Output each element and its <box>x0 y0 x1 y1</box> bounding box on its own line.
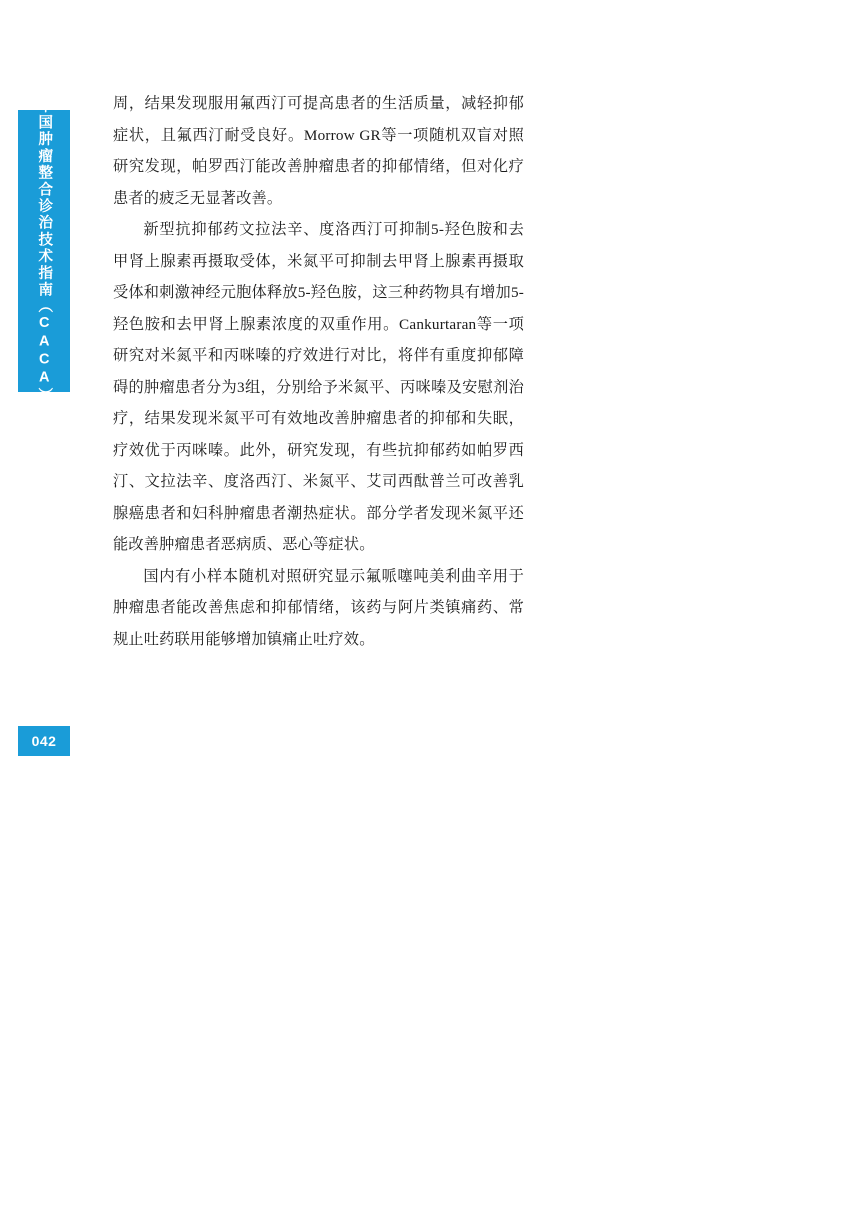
paragraph: 国内有小样本随机对照研究显示氟哌噻吨美利曲辛用于肿瘤患者能改善焦虑和抑郁情绪，该药与阿片类镇痛药、常规止吐药联用能够增加镇痛止吐疗效。 <box>113 567 524 648</box>
side-tab-title-text: 中国肿瘤整合诊治技术指南（CACA） <box>36 97 53 405</box>
page-number-badge <box>18 726 70 756</box>
body-text-column <box>113 88 524 655</box>
paragraph: 周，结果发现服用氟西汀可提高患者的生活质量，减轻抑郁症状，且氟西汀耐受良好。Morrow GR等一项随机双盲对照研究发现，帕罗西汀能改善肿瘤患者的抑郁情绪，但对化疗患者的疲乏无显著改善。 <box>113 95 524 207</box>
side-tab-book-title <box>18 97 70 405</box>
page-number-text: 042 <box>31 733 57 749</box>
paragraph: 新型抗抑郁药文拉法辛、度洛西汀可抑制5-羟色胺和去甲肾上腺素再摄取受体，米氮平可抑制去甲肾上腺素再摄取受体和刺激神经元胞体释放5-羟色胺，这三种药物具有增加5-羟色胺和去甲肾上腺素浓度的双重作用。Cankurtaran等一项研究对米氮平和丙咪嗪的疗效进行对比，将伴有重度抑郁障碍的肿瘤患者分为3组，分别给予米氮平、丙咪嗪及安慰剂治疗，结果发现米氮平可有效地改善肿瘤患者的抑郁和失眠，疗效优于丙咪嗪。此外，研究发现，有些抗抑郁药如帕罗西汀、文拉法辛、度洛西汀、米氮平、艾司西酞普兰可改善乳腺癌患者和妇科肿瘤患者潮热症状。部分学者发现米氮平还能改善肿瘤患者恶病质、恶心等症状。 <box>113 221 524 553</box>
